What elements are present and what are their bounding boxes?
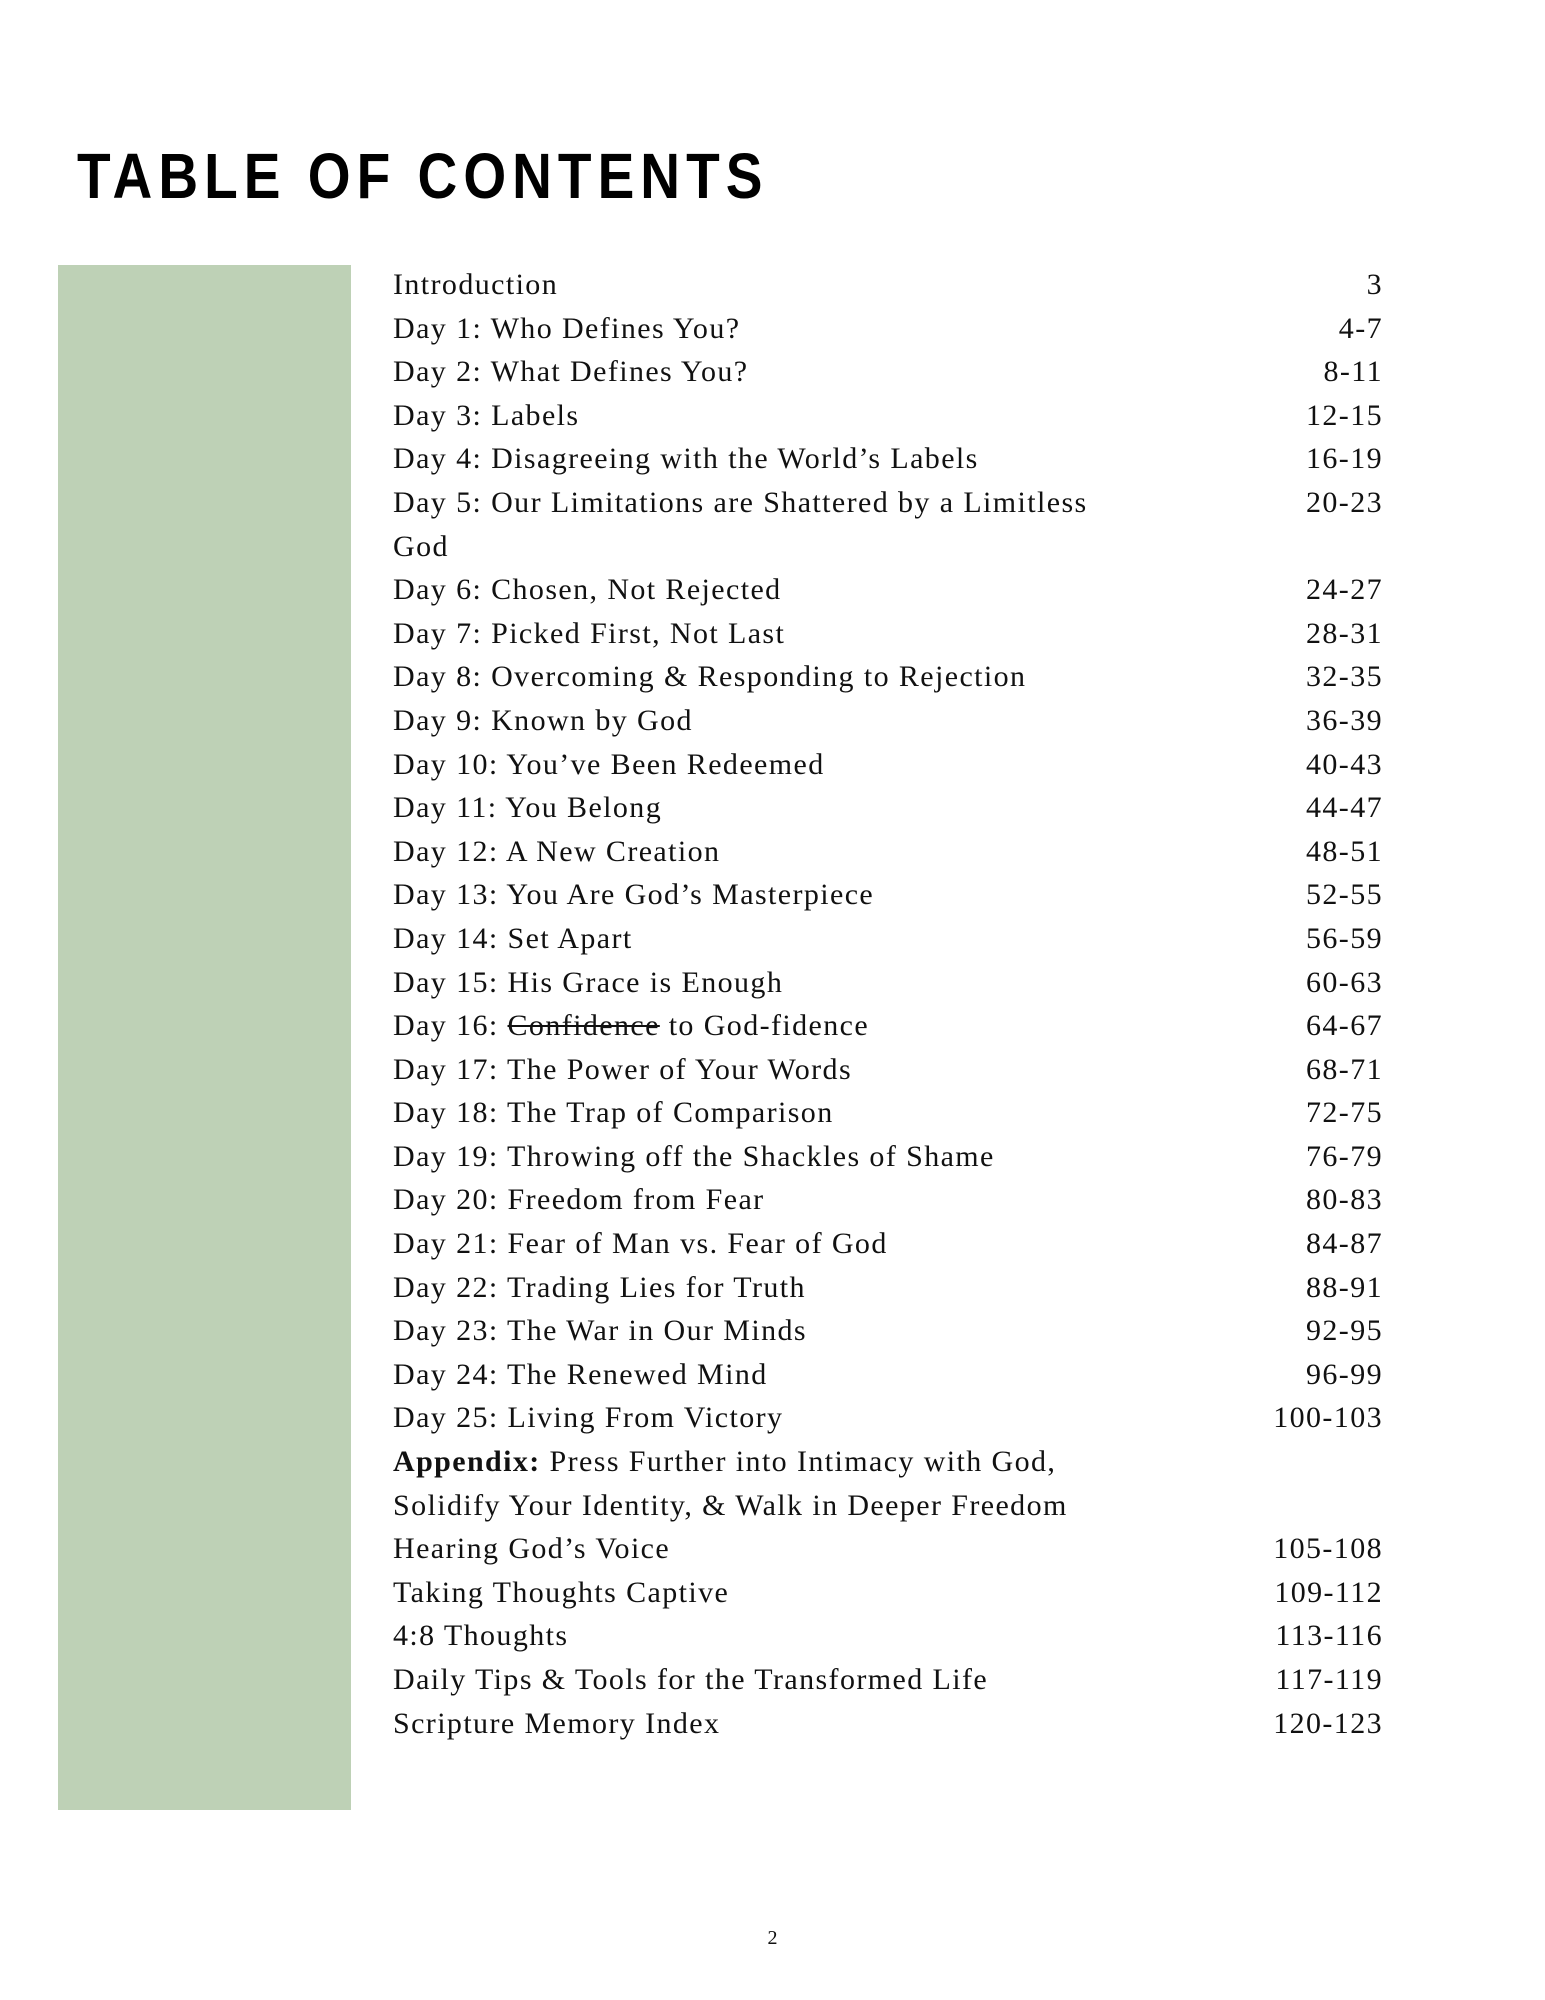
entry-pages: 109-112 [1274,1575,1383,1609]
toc-entry [393,481,1383,568]
entry-title: Hearing God’s Voice [393,1532,671,1566]
toc-entry [393,1091,1383,1135]
entry-title: Day 24: The Renewed Mind [393,1357,768,1391]
entry-pages: 3 [1366,268,1383,301]
toc-entry [393,1178,1383,1222]
toc-entry [393,1658,1383,1702]
toc-entry [393,1222,1383,1266]
appendix-description: Press Further into Intimacy with God, Solidify Your Identity, & Walk in Deeper Freedom [393,1445,1068,1522]
entry-pages: 32-35 [1306,660,1383,694]
entry-title: Day 1: Who Defines You? [393,311,741,345]
entry-pages: 52-55 [1306,878,1383,912]
toc-entry [393,1396,1383,1440]
toc-entry [393,655,1383,699]
entry-pages: 68-71 [1306,1052,1383,1086]
entry-pages: 80-83 [1306,1183,1383,1217]
entry-title: Day 18: The Trap of Comparison [393,1096,834,1130]
entry-pages: 4-7 [1338,311,1383,345]
toc-entry [393,830,1383,874]
toc-entry [393,961,1383,1005]
sidebar-color-block [58,265,351,1810]
toc-entry [393,917,1383,961]
entry-title: Day 11: You Belong [393,791,663,825]
table-of-contents [393,263,1383,1745]
entry-pages: 56-59 [1306,921,1383,955]
toc-entry [393,1309,1383,1353]
page-title: TABLE OF CONTENTS [77,140,769,212]
entry-pages: 92-95 [1306,1314,1383,1348]
toc-entry [393,1527,1383,1571]
appendix-label: Appendix: [393,1445,541,1479]
entry-pages: 12-15 [1306,398,1383,432]
entry-title: Day 22: Trading Lies for Truth [393,1270,806,1304]
toc-entry [393,743,1383,787]
toc-entry [393,1614,1383,1658]
toc-entry [393,307,1383,351]
entry-pages: 100-103 [1273,1401,1383,1435]
entry-title: Day 19: Throwing off the Shackles of Shame [393,1139,995,1173]
toc-entry [393,1004,1383,1048]
entry-title-prefix: Day 16: [393,1009,508,1043]
toc-entry [393,699,1383,743]
entry-title [393,1440,1113,1527]
entry-title: Day 23: The War in Our Minds [393,1314,807,1348]
entry-title: Day 20: Freedom from Fear [393,1183,765,1217]
entry-pages: 36-39 [1306,703,1383,737]
entry-pages: 96-99 [1306,1357,1383,1391]
entry-title: Day 9: Known by God [393,703,693,737]
entry-title: Day 14: Set Apart [393,921,633,955]
entry-title: Day 15: His Grace is Enough [393,965,784,999]
toc-entry-appendix [393,1440,1383,1527]
toc-entry [393,786,1383,830]
toc-entry [393,568,1383,612]
toc-entry [393,1135,1383,1179]
toc-entry [393,1353,1383,1397]
entry-pages: 8-11 [1323,355,1383,389]
entry-title: Day 21: Fear of Man vs. Fear of God [393,1227,888,1261]
page-number: 2 [767,1927,778,1949]
entry-pages: 117-119 [1275,1663,1383,1696]
entry-title: Day 10: You’ve Been Redeemed [393,747,825,781]
entry-title: Introduction [393,268,559,301]
entry-title [393,1004,1113,1048]
entry-title: Daily Tips & Tools for the Transformed Life [393,1663,989,1696]
entry-title: Day 5: Our Limitations are Shattered by a Limitless God [393,485,1088,563]
toc-entry [393,1702,1383,1746]
entry-pages: 16-19 [1306,442,1383,476]
entry-title: Day 8: Overcoming & Responding to Rejection [393,660,1027,694]
toc-entry [393,1048,1383,1092]
entry-pages: 40-43 [1306,747,1383,781]
entry-pages: 105-108 [1273,1532,1383,1566]
entry-title: Day 7: Picked First, Not Last [393,616,786,650]
entry-pages: 88-91 [1306,1270,1383,1304]
toc-entry [393,612,1383,656]
entry-title: Day 17: The Power of Your Words [393,1052,853,1086]
toc-entry [393,263,1383,307]
entry-pages: 120-123 [1273,1706,1383,1740]
toc-entry [393,437,1383,481]
toc-entry [393,350,1383,394]
struck-word: Confidence [507,1009,660,1043]
entry-pages: 72-75 [1306,1096,1383,1130]
entry-title: 4:8 Thoughts [393,1619,569,1653]
entry-title: Day 12: A New Creation [393,834,721,868]
toc-entry [393,1266,1383,1310]
entry-pages: 48-51 [1306,834,1383,868]
toc-entry [393,873,1383,917]
entry-pages: 76-79 [1306,1139,1383,1173]
toc-entry [393,394,1383,438]
entry-title: Scripture Memory Index [393,1706,721,1740]
entry-title: Day 2: What Defines You? [393,355,749,389]
entry-pages: 113-116 [1275,1619,1383,1653]
entry-title: Taking Thoughts Captive [393,1575,730,1609]
entry-pages: 28-31 [1306,616,1383,650]
entry-pages: 64-67 [1306,1009,1383,1043]
toc-entry [393,1571,1383,1615]
entry-title: Day 4: Disagreeing with the World’s Labels [393,442,979,476]
entry-pages: 60-63 [1306,965,1383,999]
entry-pages: 84-87 [1306,1227,1383,1261]
entry-pages: 44-47 [1306,791,1383,825]
entry-title-suffix: to God-fidence [659,1009,870,1043]
entry-title: Day 25: Living From Victory [393,1401,784,1435]
entry-title: Day 3: Labels [393,398,580,432]
entry-title: Day 6: Chosen, Not Rejected [393,573,782,607]
entry-title: Day 13: You Are God’s Masterpiece [393,878,875,912]
entry-pages: 20-23 [1306,485,1383,519]
entry-pages: 24-27 [1306,573,1383,607]
